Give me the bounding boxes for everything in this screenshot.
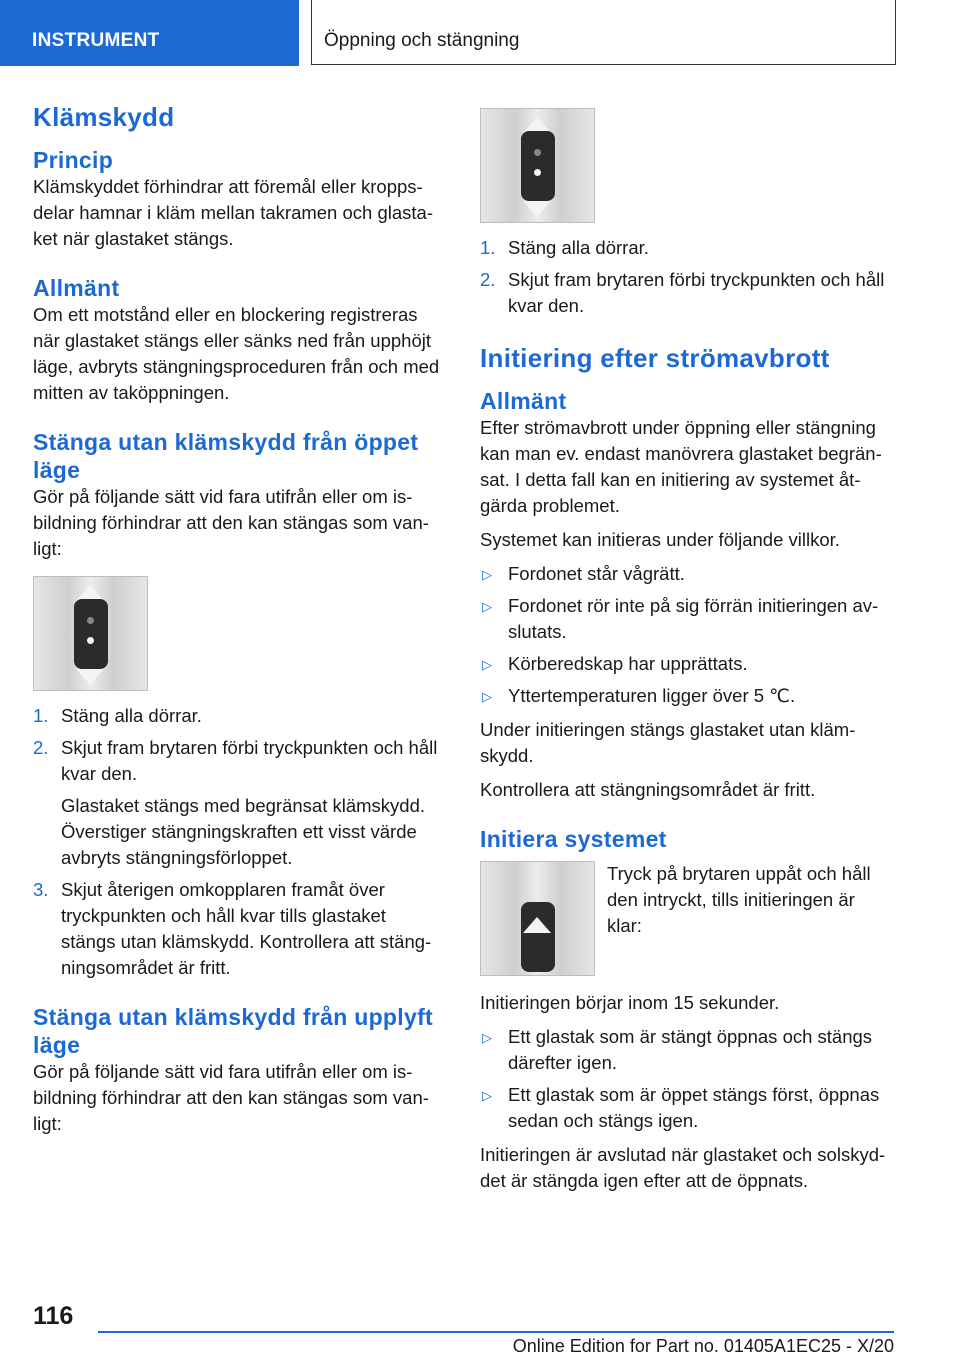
list-item — [480, 1024, 890, 1076]
heading-stanga-oppet: Stänga utan klämskydd från öppet läge — [33, 429, 419, 483]
heading-princip: Princip — [33, 147, 114, 173]
footer-divider — [98, 1331, 894, 1333]
triangle-bullet-icon: ▷ — [482, 1088, 492, 1103]
arrow-down-icon — [523, 201, 551, 217]
condition-text: Yttertemperaturen ligger över 5 ℃. — [508, 685, 796, 706]
paragraph-upplyft: Gör på följande sätt vid fara utifrån eller om isbildning förhindrar att den kan stängas som vanligt: — [33, 1061, 429, 1134]
switch-illustration — [480, 861, 595, 976]
edition-note: Online Edition for Part no. 01405A1EC25 - X/20 — [512, 1336, 894, 1356]
paragraph-tryck: Tryck på brytaren uppåt och håll den intryckt, tills initieringen är klar: — [607, 863, 871, 936]
paragraph-allmant-2: Systemet kan initieras under följande villkor. — [480, 529, 840, 550]
paragraph-princip: Klämskyddet förhindrar att föremål eller kroppsdelar hamnar i kläm mellan takramen och glastaket när glastaket stängs. — [33, 176, 433, 249]
switch-indicator — [534, 149, 541, 156]
list-item — [480, 561, 890, 587]
result-text: Ett glastak som är stängt öppnas och stängs därefter igen. — [508, 1026, 873, 1073]
switch-illustration — [480, 108, 595, 223]
paragraph-kontroll: Kontrollera att stängningsområdet är fritt. — [480, 779, 816, 800]
paragraph-avslutad: Initieringen är avslutad när glastaket och solskyddet är stängda igen efter att de öppnats. — [480, 1144, 886, 1191]
triangle-bullet-icon: ▷ — [482, 689, 492, 704]
figure-with-text — [480, 861, 890, 976]
roof-switch-console — [521, 902, 555, 972]
steps-list-left — [33, 703, 443, 981]
switch-button — [534, 169, 541, 176]
condition-text: Körberedskap har upprättats. — [508, 653, 748, 674]
paragraph-borjar: Initieringen börjar inom 15 sekunder. — [480, 992, 780, 1013]
step-number: 3. — [33, 879, 49, 900]
arrow-down-icon — [76, 669, 104, 685]
step-text: Stäng alla dörrar. — [61, 705, 202, 726]
heading-initiering: Initiering efter strömavbrott — [480, 343, 830, 373]
paragraph-under: Under initieringen stängs glastaket utan klämskydd. — [480, 719, 856, 766]
paragraph-oppet: Gör på följande sätt vid fara utifrån eller om isbildning förhindrar att den kan stängas som vanligt: — [33, 486, 429, 559]
triangle-bullet-icon: ▷ — [482, 599, 492, 614]
list-item — [480, 267, 890, 319]
step-number: 1. — [33, 705, 49, 726]
paragraph-allmant: Om ett motstånd eller en blockering registreras när glastaket stängs eller sänks ned från upphöjt läge, avbryts stängningsproceduren från och med mitten av taköppningen. — [33, 304, 440, 403]
list-item — [33, 735, 443, 871]
condition-text: Fordonet står vågrätt. — [508, 563, 685, 584]
triangle-bullet-icon: ▷ — [482, 567, 492, 582]
switch-indicator — [87, 617, 94, 624]
heading-initiera: Initiera systemet — [480, 826, 667, 852]
list-item — [480, 651, 890, 677]
conditions-list — [480, 561, 890, 709]
step-text: Skjut återigen omkopplaren framåt över tryckpunkten och håll kvar tills glastaket stängs utan klämskydd. Kontrollera att stängningsområdet är fritt. — [61, 879, 432, 978]
step-text: Skjut fram brytaren förbi tryckpunkten och håll kvar den. — [61, 737, 438, 784]
chapter-header — [311, 0, 896, 65]
list-item — [480, 593, 890, 645]
result-text: Ett glastak som är öppet stängs först, öppnas sedan och stängs igen. — [508, 1084, 880, 1131]
section-label: INSTRUMENT — [32, 30, 160, 51]
triangle-bullet-icon: ▷ — [482, 657, 492, 672]
step-number: 2. — [480, 269, 496, 290]
list-item — [33, 877, 443, 981]
heading-stanga-upplyft: Stänga utan klämskydd från upplyft läge — [33, 1004, 433, 1058]
roof-switch-console — [521, 131, 555, 201]
page-number: 116 — [33, 1302, 74, 1330]
heading-klamskydd: Klämskydd — [33, 102, 175, 132]
step-note: Glastaket stängs med begränsat klämskydd. Överstiger stängningskraften ett visst värde avbryts stängningsförloppet. — [61, 795, 426, 868]
triangle-bullet-icon: ▷ — [482, 1030, 492, 1045]
result-list — [480, 1024, 890, 1134]
arrow-up-icon — [523, 917, 551, 933]
step-number: 2. — [33, 737, 49, 758]
list-item — [480, 235, 890, 261]
step-number: 1. — [480, 237, 496, 258]
left-column — [33, 100, 443, 1137]
steps-list-right — [480, 235, 890, 319]
heading-allmant-right: Allmänt — [480, 388, 567, 414]
roof-switch-console — [74, 599, 108, 669]
list-item — [480, 1082, 890, 1134]
switch-illustration — [33, 576, 148, 691]
list-item — [480, 683, 890, 709]
chapter-title: Öppning och stängning — [324, 30, 520, 51]
heading-allmant: Allmänt — [33, 275, 120, 301]
switch-button — [87, 637, 94, 644]
section-tab — [0, 0, 299, 66]
step-text: Skjut fram brytaren förbi tryckpunkten och håll kvar den. — [508, 269, 885, 316]
condition-text: Fordonet rör inte på sig förrän initieringen avslutats. — [508, 595, 879, 642]
right-column — [480, 100, 890, 1194]
list-item — [33, 703, 443, 729]
paragraph-allmant-1: Efter strömavbrott under öppning eller stängning kan man ev. endast manövrera glastaket begränsat. I detta fall kan en initiering av systemet åtgärda problemet. — [480, 417, 882, 516]
step-text: Stäng alla dörrar. — [508, 237, 649, 258]
